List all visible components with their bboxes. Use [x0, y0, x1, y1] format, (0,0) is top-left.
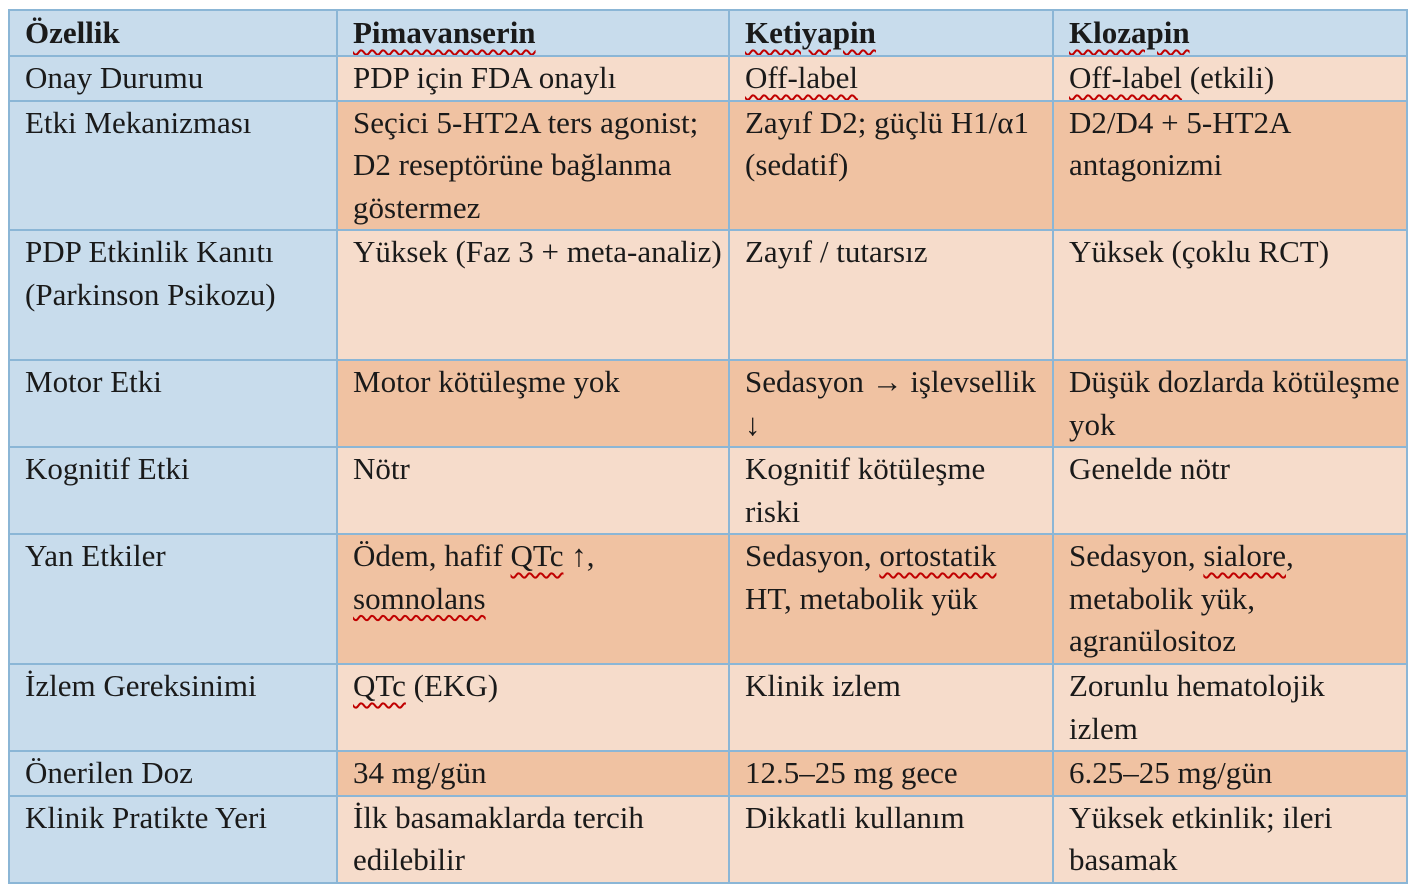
ketiyapin-cell: Zayıf / tutarsız — [729, 230, 1053, 360]
feature-cell: Önerilen Doz — [9, 751, 337, 796]
feature-cell: Klinik Pratikte Yeri — [9, 796, 337, 883]
ketiyapin-cell: Zayıf D2; güçlü H1/α1 (sedatif) — [729, 101, 1053, 231]
feature-cell: Etki Mekanizması — [9, 101, 337, 231]
header-pimavanserin: Pimavanserin — [337, 10, 729, 56]
klozapin-cell: Yüksek (çoklu RCT) — [1053, 230, 1407, 360]
klozapin-cell: Zorunlu hematolojik izlem — [1053, 664, 1407, 751]
feature-cell: Kognitif Etki — [9, 447, 337, 534]
table-row — [9, 101, 1407, 231]
table-row — [9, 534, 1407, 664]
comparison-table — [8, 9, 1408, 884]
ketiyapin-cell: Kognitif kötüleşme riski — [729, 447, 1053, 534]
feature-cell: PDP Etkinlik Kanıtı (Parkinson Psikozu) — [9, 230, 337, 360]
pimavanserin-cell: PDP için FDA onaylı — [337, 56, 729, 101]
pimavanserin-cell: İlk basamaklarda tercih edilebilir — [337, 796, 729, 883]
ketiyapin-cell: 12.5–25 mg gece — [729, 751, 1053, 796]
klozapin-cell: Sedasyon, sialore, metabolik yük, agranülositoz — [1053, 534, 1407, 664]
header-klozapin: Klozapin — [1053, 10, 1407, 56]
klozapin-cell: Genelde nötr — [1053, 447, 1407, 534]
pimavanserin-cell: Yüksek (Faz 3 + meta-analiz) — [337, 230, 729, 360]
pimavanserin-cell: Seçici 5-HT2A ters agonist; D2 reseptörüne bağlanma göstermez — [337, 101, 729, 231]
feature-cell: Onay Durumu — [9, 56, 337, 101]
klozapin-cell: Off-label (etkili) — [1053, 56, 1407, 101]
table-row — [9, 796, 1407, 883]
klozapin-cell: 6.25–25 mg/gün — [1053, 751, 1407, 796]
feature-cell: Motor Etki — [9, 360, 337, 447]
table-row — [9, 751, 1407, 796]
pimavanserin-cell: QTc (EKG) — [337, 664, 729, 751]
table-row — [9, 230, 1407, 360]
klozapin-cell: Düşük dozlarda kötüleşme yok — [1053, 360, 1407, 447]
table-row — [9, 360, 1407, 447]
ketiyapin-cell: Sedasyon → işlevsellik ↓ — [729, 360, 1053, 447]
header-feature: Özellik — [9, 10, 337, 56]
pimavanserin-cell: Ödem, hafif QTc ↑, somnolans — [337, 534, 729, 664]
feature-cell: Yan Etkiler — [9, 534, 337, 664]
klozapin-cell: Yüksek etkinlik; ileri basamak — [1053, 796, 1407, 883]
ketiyapin-cell: Off-label — [729, 56, 1053, 101]
table-row — [9, 447, 1407, 534]
pimavanserin-cell: Nötr — [337, 447, 729, 534]
table-row — [9, 56, 1407, 101]
ketiyapin-cell: Sedasyon, ortostatik HT, metabolik yük — [729, 534, 1053, 664]
feature-cell: İzlem Gereksinimi — [9, 664, 337, 751]
header-row — [9, 10, 1407, 56]
klozapin-cell: D2/D4 + 5-HT2A antagonizmi — [1053, 101, 1407, 231]
ketiyapin-cell: Dikkatli kullanım — [729, 796, 1053, 883]
table-row — [9, 664, 1407, 751]
pimavanserin-cell: Motor kötüleşme yok — [337, 360, 729, 447]
pimavanserin-cell: 34 mg/gün — [337, 751, 729, 796]
header-ketiyapin: Ketiyapin — [729, 10, 1053, 56]
ketiyapin-cell: Klinik izlem — [729, 664, 1053, 751]
